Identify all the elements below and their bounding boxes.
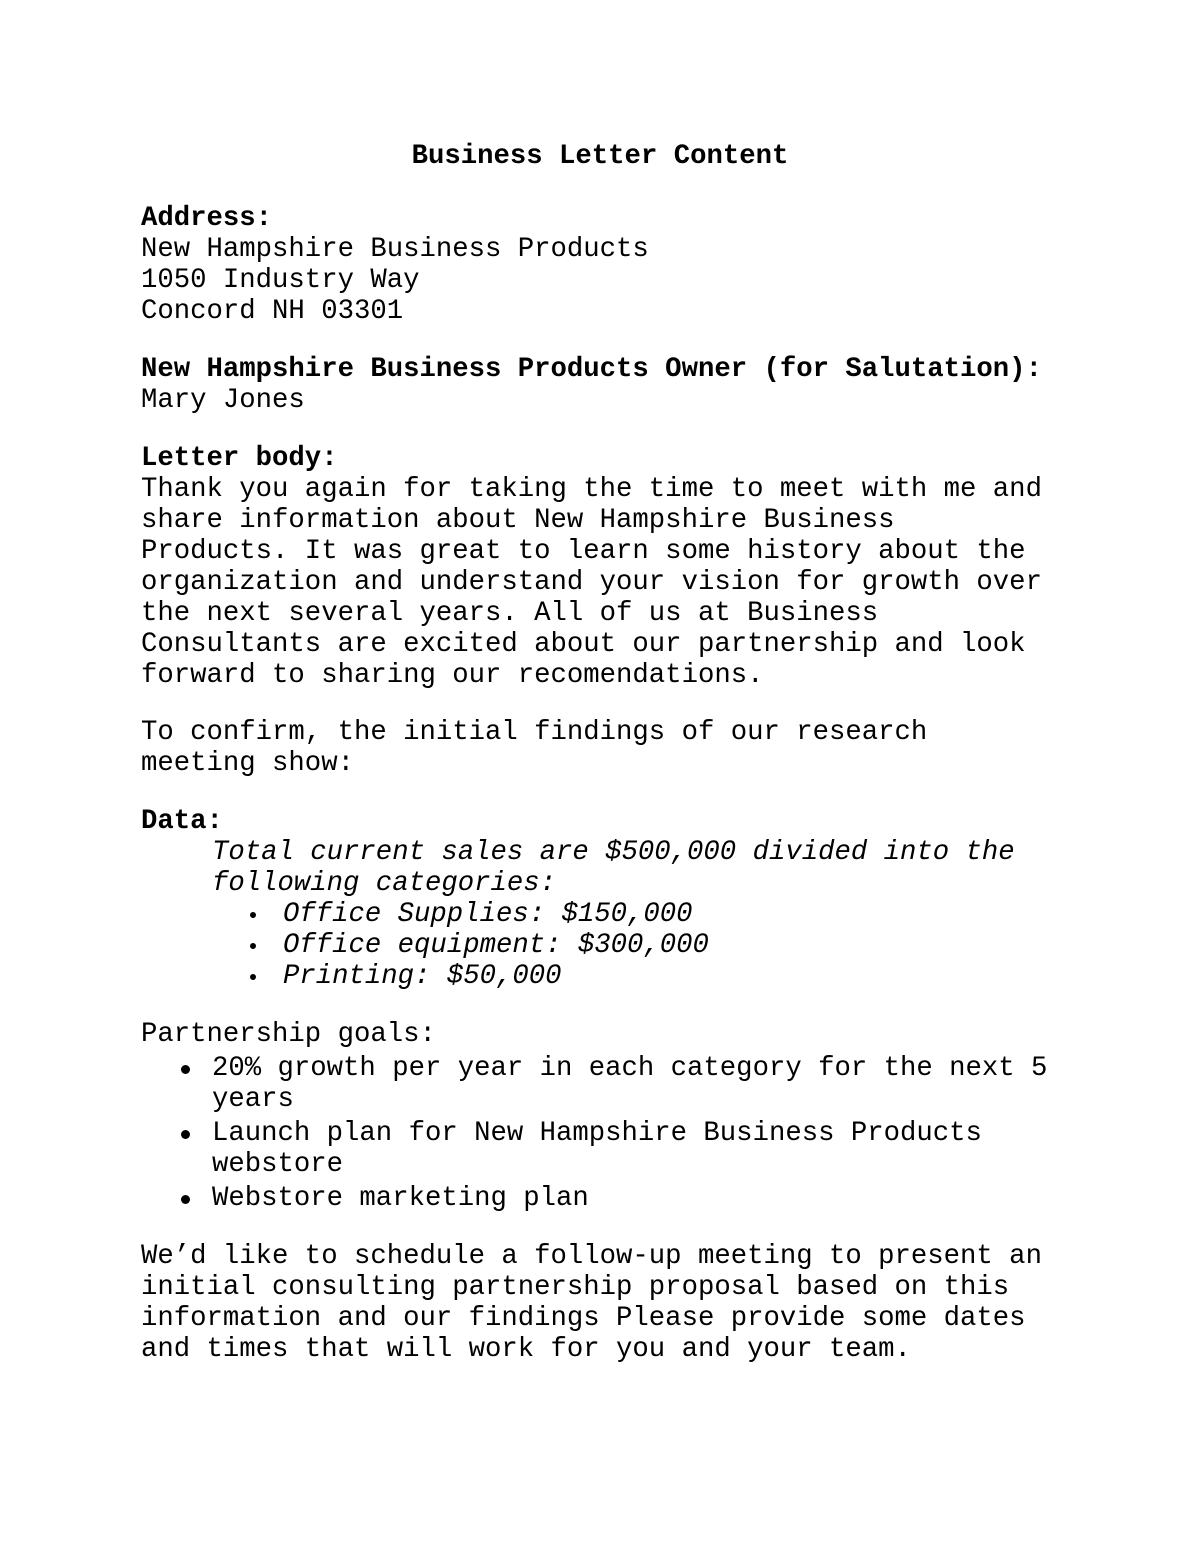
goal-text: years xyxy=(212,1084,294,1115)
data-section xyxy=(141,806,1101,837)
category-text: Office equipment: $300,000 xyxy=(283,930,709,961)
goal-text: Launch plan for New Hampshire Business Products xyxy=(212,1118,982,1149)
list-item xyxy=(141,1053,1101,1118)
list-item xyxy=(212,961,1092,992)
category-list xyxy=(212,899,1092,992)
bullet-icon xyxy=(250,943,256,949)
goals-label: Partnership goals: xyxy=(141,1019,436,1050)
body-line: Thank you again for taking the time to meet with me and xyxy=(141,474,1042,505)
list-item xyxy=(141,1183,1101,1214)
body-line: Consultants are excited about our partnership and look xyxy=(141,629,1026,660)
body-line: forward to sharing our recomendations. xyxy=(141,660,764,691)
list-item xyxy=(141,1118,1101,1183)
data-intro xyxy=(212,837,1092,899)
data-intro-line: following categories: xyxy=(212,868,556,899)
owner-name: Mary Jones xyxy=(141,385,305,416)
body-line: Products. It was great to learn some history about the xyxy=(141,536,1026,567)
data-intro-line: Total current sales are $500,000 divided into the xyxy=(212,837,1015,868)
address-line: 1050 Industry Way xyxy=(141,265,420,296)
address-line: Concord NH 03301 xyxy=(141,296,404,327)
category-text: Printing: $50,000 xyxy=(283,961,562,992)
body-line: To confirm, the initial findings of our research xyxy=(141,717,928,748)
closing-paragraph xyxy=(141,1241,1101,1365)
address-label: Address: xyxy=(141,203,273,234)
goals-list xyxy=(141,1053,1101,1214)
goal-text: 20% growth per year in each category for the next 5 xyxy=(212,1053,1048,1084)
body-line: share information about New Hampshire Business xyxy=(141,505,895,536)
body-line: organization and understand your vision for growth over xyxy=(141,567,1042,598)
data-label: Data: xyxy=(141,806,223,837)
goal-text: Webstore marketing plan xyxy=(212,1183,589,1214)
owner-label: New Hampshire Business Products Owner (for Salutation): xyxy=(141,354,1042,385)
closing-line: and times that will work for you and your team. xyxy=(141,1334,911,1365)
goal-text: webstore xyxy=(212,1149,344,1180)
bullet-icon xyxy=(250,912,256,918)
closing-line: initial consulting partnership proposal based on this xyxy=(141,1272,1010,1303)
list-item xyxy=(212,930,1092,961)
bullet-icon xyxy=(181,1195,190,1204)
closing-line: We’d like to schedule a follow-up meeting to present an xyxy=(141,1241,1042,1272)
goals-section xyxy=(141,1019,1101,1050)
bullet-icon xyxy=(250,974,256,980)
list-item xyxy=(212,899,1092,930)
letter-body-section xyxy=(141,443,1101,691)
confirm-paragraph xyxy=(141,717,1101,779)
address-line: New Hampshire Business Products xyxy=(141,234,649,265)
bullet-icon xyxy=(181,1130,190,1139)
closing-line: information and our findings Please provide some dates xyxy=(141,1303,1026,1334)
body-line: the next several years. All of us at Business xyxy=(141,598,879,629)
address-section xyxy=(141,203,1101,327)
document-title: Business Letter Content xyxy=(411,141,789,172)
bullet-icon xyxy=(181,1065,190,1074)
owner-section xyxy=(141,354,1101,416)
letter-body-label: Letter body: xyxy=(141,443,338,474)
body-line: meeting show: xyxy=(141,748,354,779)
category-text: Office Supplies: $150,000 xyxy=(283,899,693,930)
